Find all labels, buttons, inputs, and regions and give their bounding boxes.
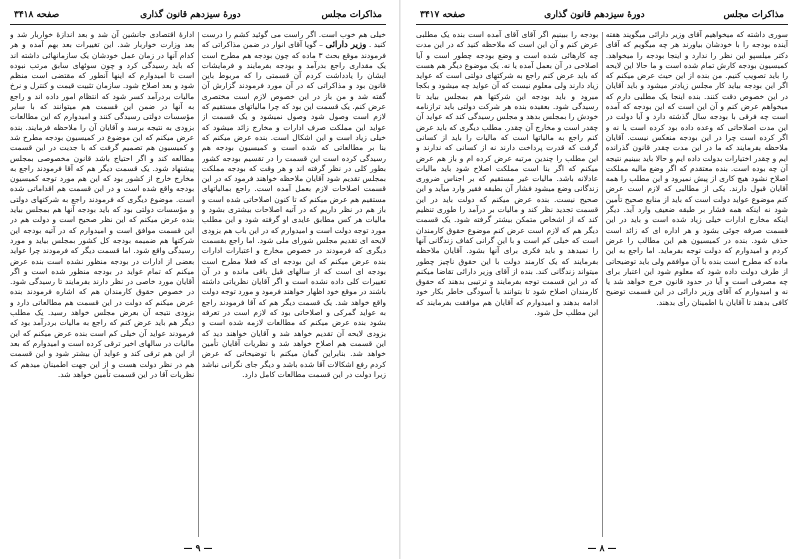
column-divider bbox=[602, 32, 603, 537]
speech-text: – گویا آقای انوار در ضمن مذاکراتی که فرمودند موقع بحث ۳ ماده که چون بودجه هم مطرح است یک مقداری راجع بدرآمد و بودجه بفرمایند و فرمایشات ایشان را یادداشت کردم آن قسمتی را که مربوط باین قانون بود و مذاکراتی که در آن مورد فرمودند گزارش آن گفته شد و من باز در این خصوص لازم است مختصری عرض کنم. یک قسمت این بود که چرا مالیاتهای مستقیم که لازم است وصول شود وصول نمیشود و یک قسمت از عواید این مملکت صرف ادارات و مخارج زائد میشود که خیلی زیاد است و این اشکال است. بنده عرض میکنم که بنا بر مطالعاتی که شده است و کمیسیون بودجه هم رسیدگی کرده است این قسمت را در تقسیم بودجه کشور بطور کلی در نظر گرفته اند و هر وقت که بودجه مملکت بمجلس تقدیم شود آقایان ملاحظه خواهند فرمود که در این قسمت اصلاحات لازم بعمل آمده است. راجع بمالیاتهای مستقیم هم عرض میکنم که تا کنون اصلاحاتی شده است و باز هم در نظر داریم که در آتیه اصلاحات بیشتری بشود و مالیات هر کس مطابق عایدی او گرفته شود و این مطلب مورد توجه دولت است و امیدوارم که در این باب هم بزودی لایحه ای تقدیم مجلس شورای ملی شود. اما راجع بقسمت دیگری که فرمودند در خصوص مخارج و اعتبارات ادارات بنده عرض میکنم که این بودجه ای که فعلا مطرح است بودجه ای است که از سالهای قبل باقی مانده و در آن تغییرات کلی داده نشده است و اگر آقایان نظریاتی داشته باشند در موقع خود اظهار خواهند فرمود و مورد توجه دولت واقع خواهد شد. یک قسمت دیگر هم که آقا فرمودند راجع به عواید گمرکی و اصلاحاتی بود که لازم است در تعرفه بشود بنده عرض میکنم که مطالعات لازمه شده است و بزودی لایحه آن تقدیم خواهد شد و آقایان خواهند دید که این قسمت هم اصلاح خواهد شد و نظریات آقایان تأمین خواهد شد. بنابراین گمان میکنم با توضیحاتی که عرض کردم رفع اشکالات آقا شده باشد و دیگر جای نگرانی نباشد زیرا دولت در این قسمت مطالعات کامل دارد. bbox=[201, 40, 386, 379]
speech-text: ادارهٔ اقتصادی جانشین آن شد و بعد اندازهٔ خواربار شد و بعد وزارت خواربار شد. این تغییرات بعد بهم آمده و هر کدام آنها در زمان عمل خودشان یک سازمانهائی داشته اند که باید رسیدگی کرد و چون سوئهای سابق مرتب نبوده است تا امیدوارم که اینها آنطور که مقتضی است منظم شود و بعد اصلاح شود. سازمان تثبیت قیمت و کنترل و نرخ مالیات بردرآمد کسر شود که انتظام امور داده اند و راجع به آنها در ضمن این قسمت هم میتوانند که با سایر مؤسسات دولتی رسیدگی کنند و امیدوارم که این مطالعات بزودی به نتیجه برسد و آقایان آن را ملاحظه فرمایند. بنده عرض میکنم که این موضوع در کمیسیون بودجه مطرح شد و کمیسیون هم تصمیم گرفت که با جدیت در این قسمت مطالعه کند و اگر احتیاج باشد قانون مخصوصی بمجلس پیشنهاد شود. یک قسمت دیگر هم که آقا فرمودند راجع به مخارج خارج از کشور بود که این هم مورد توجه کمیسیون بودجه واقع شده است و در این قسمت هم اقداماتی شده است. موضوع دیگری که فرمودند راجع به شرکتهای دولتی و مؤسسات دولتی بود که باید بودجه آنها هم بمجلس بیاید بنده عرض میکنم که این نظر صحیح است و دولت هم در این قسمت موافق است و امیدوارم که در آتیه بودجه این شرکتها هم ضمیمه بودجه کل کشور بمجلس بیاید و مورد رسیدگی واقع شود. اما قسمت دیگر که فرمودند چرا عواید بعضی از ادارات در بودجه منظور نشده است بنده عرض میکنم که تمام عواید در بودجه منظور شده است و اگر آقایان مورد خاصی در نظر دارند بفرمایند تا رسیدگی شود. در خصوص حقوق کارمندان هم که اشاره فرمودند بنده عرض میکنم که دولت در این قسمت هم مطالعاتی دارد و بزودی نتیجه آن بعرض مجلس خواهد رسید. یک مطلب دیگر هم باید عرض کنم که راجع به مالیات بردرآمد بود که فرمودند عواید آن خیلی کم است بنده عرض میکنم که این مالیات در سالهای اخیر ترقی کرده است و امیدوارم که بعد از این هم ترقی کند و عواید آن بیشتر شود و این قسمت هم در نظر دولت هست و از این جهت اطمینان میدهم که نظریات آقا در این قسمت تأمین خواهد شد. bbox=[10, 30, 195, 379]
header-session-title: دورهٔ سیزدهم قانون گذاری bbox=[544, 10, 645, 20]
text-columns bbox=[416, 30, 788, 540]
page-header bbox=[416, 8, 788, 25]
text-column-left bbox=[416, 30, 598, 540]
paragraph bbox=[202, 30, 386, 380]
text-column-right bbox=[606, 30, 788, 540]
text-column-left bbox=[10, 30, 194, 540]
speaker-name: وزیر دارائی bbox=[325, 40, 367, 51]
page-3417 bbox=[400, 0, 800, 559]
page-header bbox=[10, 8, 386, 25]
page-footer-number: — ۸ — bbox=[587, 544, 617, 554]
text-column-right bbox=[202, 30, 386, 540]
speech-text: بودجه را ببینیم اگر آقای آقای آمده است بنده یک مطلبی عرض کنم و آن این است که ملاحظه کنید که در این مدت چه کارهائی شده است و وضع بودجه چطور است و آیا اصلاحی در آن بعمل آمده یا نه. یک موضوع دیگر هم هست که باید عرض کنم راجع به شرکتهای دولتی است که عواید زیاد دارند ولی معلوم نیست که آن عواید چه میشود و بکجا میرود و باید بودجه این شرکتها هم بمجلس بیاید تا رسیدگی شود. بعقیده بنده هر شرکت دولتی باید ترازنامه خودش را بمجلس بدهد و مجلس رسیدگی کند که عواید آن چقدر است و مخارج آن چقدر. مطلب دیگری که باید عرض کنم راجع به مالیاتها است که مالیات را باید از کسانی گرفت که قدرت پرداخت دارند نه از کسانی که ندارند و این مطلب را چندین مرتبه عرض کرده ام و باز هم عرض میکنم که اگر بنا است مملکت اصلاح شود باید مالیات عادلانه باشد. مالیات غیر مستقیم که بر اجناس ضروری زندگانی وضع میشود فشار آن بطبقه فقیر وارد میآید و این صحیح نیست. بنده عرض میکنم که دولت باید در این قسمت تجدید نظر کند و مالیات بر درآمد را طوری تنظیم کند که از اشخاص متمکن بیشتر گرفته شود. یک قسمت دیگر هم که لازم است عرض کنم موضوع حقوق کارمندان است که خیلی کم است و با این گرانی کفاف زندگانی آنها را نمیدهد و باید فکری برای آنها بشود. آقایان ملاحظه بفرمایند که یک کارمند دولت با این حقوق ناچیز چطور میتواند زندگانی کند. بنده از آقای وزیر دارائی تقاضا میکنم که در این قسمت توجه بفرمایند و ترتیبی بدهند که حقوق کارمندان اصلاح شود تا بتوانند با آسودگی خاطر بکار خود ادامه بدهند و امیدوارم که آقایان هم موافقت بفرمایند که این مطلب حل شود. bbox=[416, 30, 599, 318]
text-columns bbox=[10, 30, 386, 540]
header-page-number: صفحه ۳۴۱۷ bbox=[420, 10, 466, 20]
header-title-right: مذاکرات مجلس bbox=[723, 10, 784, 20]
column-divider bbox=[198, 32, 199, 537]
header-title-right: مذاکرات مجلس bbox=[321, 10, 382, 20]
paragraph-intro: خیلی هم خوب است. اگر راست می گوئید کشم را درست کنید . bbox=[201, 30, 386, 50]
speech-text: سوری داشته که میخواهیم آقای وزیر دارائی میگویند هفته آینده بودجه را با خودشان بیاورند هر چه میگویم که آقای دکتر میلسپو این نظر را ندارد و اینجا بودجه را میخواهد. کمیسیون بودجه کارش تمام شده است و ما حالا این لایحه را باید تصویب کنیم. من بنده از این حیث عرض میکنم که اگر این بودجه بیاید کار مجلس زیادتر میشود و باید آقایان در این خصوص دقت کنند. بنده اینجا یک مطلبی دارم که میخواهم عرض کنم و آن این است که این بودجه که آمده است چه فرقی با بودجه سال گذشته دارد و آیا دولت در این مدت اصلاحاتی که وعده داده بود کرده است یا نه و اگر کرده است چرا در این بودجه منعکس نیست. آقایان ملاحظه بفرمایند که ما در این مدت چقدر قانون گذرانده ایم و چقدر اختیارات بدولت داده ایم و حالا باید ببینیم نتیجه آن چه بوده است. بنده معتقدم که اگر وضع مالیه مملکت اصلاح نشود هیچ کاری از پیش نمیرود و این مطلب را همه آقایان قبول دارند. یکی از مطالبی که لازم است عرض کنم موضوع عواید دولت است که باید از منابع صحیح تأمین شود نه اینکه همه فشار بر طبقه ضعیف وارد آید. دیگر اینکه مخارج ادارات خیلی زیاد شده است و باید در این قسمت صرفه جوئی بشود و هر اداره ای که زائد است حذف شود. بنده در کمیسیون هم این مطالب را عرض کردم و امیدوارم که دولت توجه بفرماید. اما راجع به این ماده که مطرح است بنده با آن موافقم ولی باید توضیحاتی از طرف دولت داده شود که معلوم شود این اعتبار برای چه مصرفی است و آیا در حدود قانون خرج خواهد شد یا نه و امیدوارم که آقای وزیر دارائی در این قسمت توضیح کافی بدهند تا آقایان با اطمینان رأی بدهند. bbox=[605, 30, 788, 307]
header-session-title: دورهٔ سیزدهم قانون گذاری bbox=[140, 10, 241, 20]
header-page-number: صفحه ۳۴۱۸ bbox=[14, 10, 60, 20]
page-footer-number: — ۹ — bbox=[183, 544, 213, 554]
